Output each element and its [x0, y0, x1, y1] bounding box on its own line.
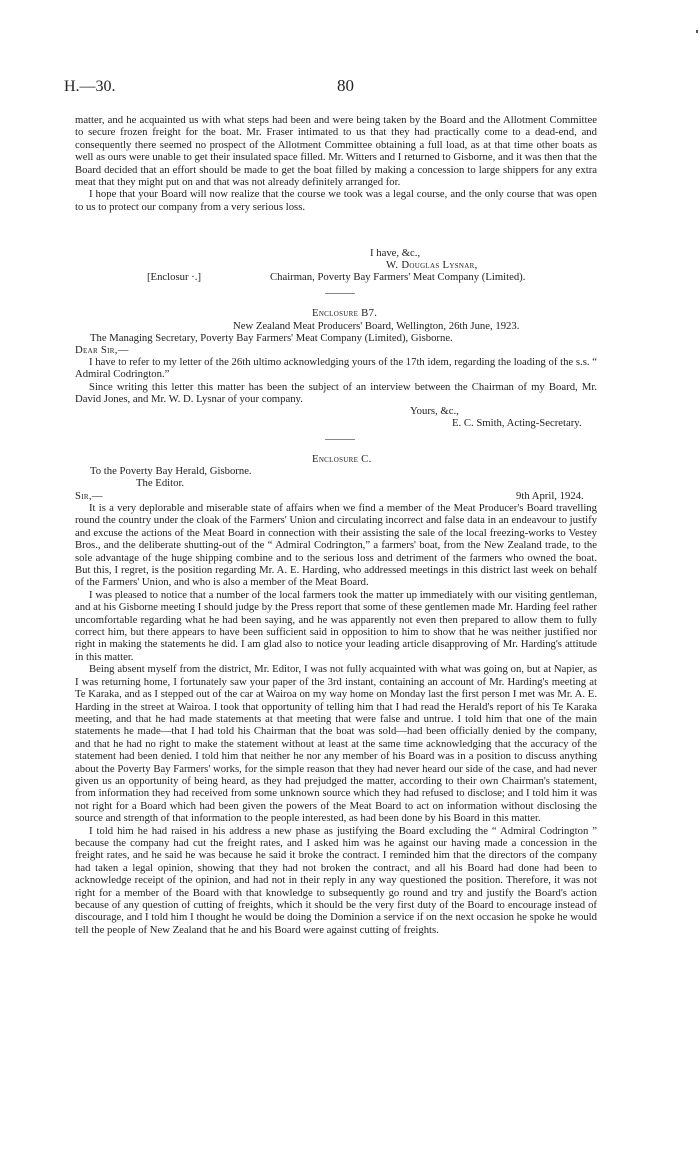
enclosure-b7-signer: E. C. Smith, Acting-Secretary.: [452, 417, 582, 429]
letter-paragraph: I hope that your Board will now realize that the course we took was a legal course, and the only course that was open to us to protect our company from a very serious loss.: [75, 188, 597, 213]
enclosure-c-paragraph: I told him he had raised in his address a new phase as justifying the Board excluding the “ Admiral Codrington ” because the company had cut the freight rates, and I asked him was he against our having made a concession in the freight rates, and he said he was because he said it broke the contract. I reminded him that the directors of the company had taken a legal opinion, showing that they had not broken the contract, and all his Board had done had been to acknowledge receipt of the opinion, and had not in their reply in any way questioned the position. Therefore, it was not right for a member of the Board with that knowledge to subsequently go round and try and justify the Board's action because of any question of cutting of freights, which it should be the very first duty of the Board to encourage instead of discourage, and I told him I thought he would be doing the Dominion a service if on the next occasion he spoke he would tell the people of New Zealand that he and his Board were against cutting of freights.: [75, 824, 597, 936]
enclosure-b7-heading: Enclosure B7.: [312, 307, 378, 319]
enclosure-note: [Enclosur ·.]: [147, 271, 202, 283]
enclosure-c-recipient: To the Poverty Bay Herald, Gisborne.: [90, 465, 252, 477]
enclosure-b7-address: New Zealand Meat Producers' Board, Wellington, 26th June, 1923.: [233, 320, 520, 332]
enclosure-c-recipient-editor: The Editor.: [136, 477, 185, 489]
enclosure-b7-recipient: The Managing Secretary, Poverty Bay Farmers' Meat Company (Limited), Gisborne.: [90, 332, 453, 344]
enclosure-c-paragraph: It is a very deplorable and miserable state of affairs when we find a member of the Meat Producer's Board travelling round the country under the cloak of the Farmers' Union and circulating incorrect and false data in an endeavour to justify and excuse the actions of the Meat Board in connection with their assisting the sale of the local freezing-works to Vestey Bros., and the deliberate shutting-out of the “ Admiral Codrington,” a farmers' boat, from the New Zealand trade, to the sole advantage of the huge shipping combine and to the serious loss and detriment of the farmers who owned the boat. But this, I regret, is the position regarding Mr. A. E. Harding, who addressed meetings in this district last week on behalf of the Farmers' Union, and who is also a member of the Meat Board.: [75, 502, 597, 589]
enclosure-b7-body: [75, 356, 597, 406]
section-divider: [325, 293, 355, 294]
enclosure-c-salutation: Sir,—: [75, 490, 103, 502]
enclosure-c-heading: Enclosure C.: [312, 453, 372, 465]
scan-edge-mark: [696, 30, 698, 33]
enclosure-b7-paragraph: Since writing this letter this matter has been the subject of an interview between the Chairman of my Board, Mr. David Jones, and Mr. W. D. Lysnar of your company.: [75, 380, 597, 406]
letter-signer: W. Douglas Lysnar,: [386, 259, 478, 271]
enclosure-b7-closing: Yours, &c.,: [410, 405, 459, 417]
enclosure-b7-salutation: Dear Sir,—: [75, 344, 129, 356]
section-divider: [325, 439, 355, 440]
enclosure-c-date: 9th April, 1924.: [516, 490, 584, 502]
enclosure-b7-paragraph: I have to refer to my letter of the 26th ultimo acknowledging yours of the 17th idem, regarding the loading of the s.s. “ Admiral Codrington.”: [75, 356, 597, 381]
enclosure-c-body: [75, 502, 597, 936]
letter-paragraph: matter, and he acquainted us with what steps had been and were being taken by the Board and the Allotment Committee to secure frozen freight for the boat. Mr. Fraser intimated to us that they had practically come to a dead-end, and consequently there seemed no prospect of the Allotment Committee obtaining a full load, as at that time other boats as well as ours were unable to get their insulated space filled. Mr. Witters and I returned to Gisborne, and it was then that the Board decided that an effort should be made to get the boat filled by making a concession to large shippers for any extra meat that they might put on and that was not already definitely arranged for.: [75, 114, 597, 189]
letter-closing: I have, &c.,: [370, 247, 421, 259]
report-reference: H.—30.: [64, 78, 116, 95]
letter-body: [75, 114, 597, 213]
enclosure-c-paragraph: Being absent myself from the district, Mr. Editor, I was not fully acquainted with what was going on, but at Napier, as I was returning home, I fortunately saw your paper of the 3rd instant, containing an account of Mr. Harding's meeting at Te Karaka, and as I stepped out of the car at Wairoa on my way home on Monday last the first person I met was Mr. A. E. Harding in the street at Wairoa. I took that opportunity of telling him that I had read the Herald's report of his Te Karaka meeting, and that he had made statements at that meeting that were false and untrue. I told him that one of the main statements he made—that I had told his Chairman that the boat was sold—had been officially denied by the company, and that he had no right to make the statement without at least at the same time acknowledging that the accuracy of the statement had been denied. I told him that neither he nor any member of his Board was in a position to discuss anything about the Poverty Bay Farmers' works, for the simple reason that they had never heard our side of the case, and had never given us an opportunity of being heard, as they had prejudged the matter, according to their own Chairman's statement, from information they had received from some unknown source which they had refused to disclose; and I told him it was not right for a Board which had been given the powers of the Meat Board to act on information without disclosing the source and strength of that information to the people interested, as had been done by his Board in this matter.: [75, 663, 597, 825]
enclosure-c-paragraph: I was pleased to notice that a number of the local farmers took the matter up immediately with our visiting gentleman, and at his Gisborne meeting I should judge by the Press report that some of these gentlemen made Mr. Harding feel rather uncomfortable regarding what he had been saying, and he was apparently not even then prepared to allow them to fully correct him, but there appears to have been sufficient said in opposition to him to show that he was neither justified nor right in making the statements he did. I am glad also to notice your leading article disapproving of Mr. Harding's attitude in this matter.: [75, 588, 597, 663]
signer-title: Chairman, Poverty Bay Farmers' Meat Company (Limited).: [270, 271, 526, 283]
page-number: 80: [337, 76, 354, 95]
